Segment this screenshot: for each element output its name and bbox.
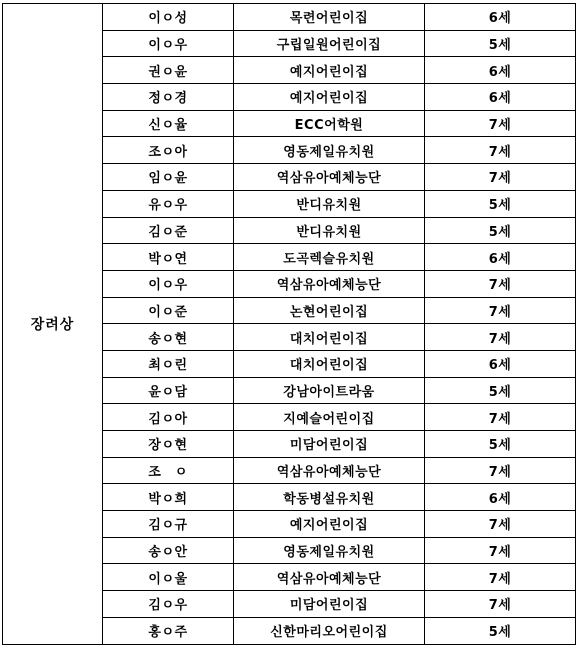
age-cell: 7세: [425, 110, 576, 137]
school-name-cell: 강남아이트라움: [234, 377, 425, 404]
school-name-cell: 예지어린이집: [234, 84, 425, 111]
winner-name-cell: 최ㅇ린: [103, 350, 234, 377]
award-winners-table: [2, 3, 576, 645]
winner-name-cell: 임ㅇ윤: [103, 164, 234, 191]
age-cell: 7세: [425, 404, 576, 431]
age-cell: 5세: [425, 431, 576, 458]
school-name-cell: 대치어린이집: [234, 350, 425, 377]
winner-name-cell: 홍ㅇ주: [103, 617, 234, 644]
school-name-cell: 신한마리오어린이집: [234, 617, 425, 644]
winner-name-cell: 김ㅇ규: [103, 511, 234, 538]
winner-name-cell: 이ㅇ울: [103, 564, 234, 591]
school-name-cell: 반디유치원: [234, 190, 425, 217]
winner-name-cell: 송ㅇ현: [103, 324, 234, 351]
winner-name-cell: 김ㅇ아: [103, 404, 234, 431]
winner-name-cell: 이ㅇ준: [103, 297, 234, 324]
age-cell: 6세: [425, 4, 576, 31]
school-name-cell: 반디유치원: [234, 217, 425, 244]
school-name-cell: 역삼유아예체능단: [234, 564, 425, 591]
winner-name-cell: 이ㅇ우: [103, 270, 234, 297]
age-cell: 7세: [425, 591, 576, 618]
age-cell: 5세: [425, 30, 576, 57]
age-cell: 7세: [425, 511, 576, 538]
school-name-cell: 학동병설유치원: [234, 484, 425, 511]
school-name-cell: 논현어린이집: [234, 297, 425, 324]
school-name-cell: 미담어린이집: [234, 591, 425, 618]
winner-name-cell: 신ㅇ율: [103, 110, 234, 137]
school-name-cell: 예지어린이집: [234, 57, 425, 84]
age-cell: 6세: [425, 350, 576, 377]
winner-name-cell: 조 ㅇ: [103, 457, 234, 484]
school-name-cell: 역삼유아예체능단: [234, 270, 425, 297]
award-category-cell: 장려상: [3, 4, 103, 645]
school-name-cell: 대치어린이집: [234, 324, 425, 351]
winner-name-cell: 조ㅇ아: [103, 137, 234, 164]
winner-name-cell: 정ㅇ경: [103, 84, 234, 111]
school-name-cell: 구립일원어린이집: [234, 30, 425, 57]
winner-name-cell: 유ㅇ우: [103, 190, 234, 217]
age-cell: 7세: [425, 297, 576, 324]
winner-name-cell: 김ㅇ우: [103, 591, 234, 618]
award-table-body: [3, 4, 576, 645]
age-cell: 7세: [425, 537, 576, 564]
school-name-cell: 영동제일유치원: [234, 537, 425, 564]
school-name-cell: 미담어린이집: [234, 431, 425, 458]
winner-name-cell: 장ㅇ현: [103, 431, 234, 458]
age-cell: 7세: [425, 564, 576, 591]
school-name-cell: 예지어린이집: [234, 511, 425, 538]
age-cell: 5세: [425, 617, 576, 644]
school-name-cell: 지예슬어린이집: [234, 404, 425, 431]
age-cell: 6세: [425, 84, 576, 111]
winner-name-cell: 송ㅇ안: [103, 537, 234, 564]
age-cell: 5세: [425, 377, 576, 404]
winner-name-cell: 이ㅇ우: [103, 30, 234, 57]
age-cell: 7세: [425, 324, 576, 351]
age-cell: 6세: [425, 244, 576, 271]
school-name-cell: 역삼유아예체능단: [234, 164, 425, 191]
school-name-cell: 역삼유아예체능단: [234, 457, 425, 484]
school-name-cell: 목련어린이집: [234, 4, 425, 31]
winner-name-cell: 이ㅇ성: [103, 4, 234, 31]
winner-name-cell: 김ㅇ준: [103, 217, 234, 244]
school-name-cell: ECC어학원: [234, 110, 425, 137]
age-cell: 7세: [425, 137, 576, 164]
school-name-cell: 영동제일유치원: [234, 137, 425, 164]
winner-name-cell: 윤ㅇ담: [103, 377, 234, 404]
age-cell: 7세: [425, 164, 576, 191]
age-cell: 6세: [425, 484, 576, 511]
table-row: [3, 4, 576, 31]
age-cell: 7세: [425, 457, 576, 484]
winner-name-cell: 권ㅇ윤: [103, 57, 234, 84]
school-name-cell: 도곡렉슬유치원: [234, 244, 425, 271]
age-cell: 6세: [425, 57, 576, 84]
age-cell: 7세: [425, 270, 576, 297]
winner-name-cell: 박ㅇ연: [103, 244, 234, 271]
age-cell: 5세: [425, 217, 576, 244]
age-cell: 5세: [425, 190, 576, 217]
winner-name-cell: 박ㅇ희: [103, 484, 234, 511]
